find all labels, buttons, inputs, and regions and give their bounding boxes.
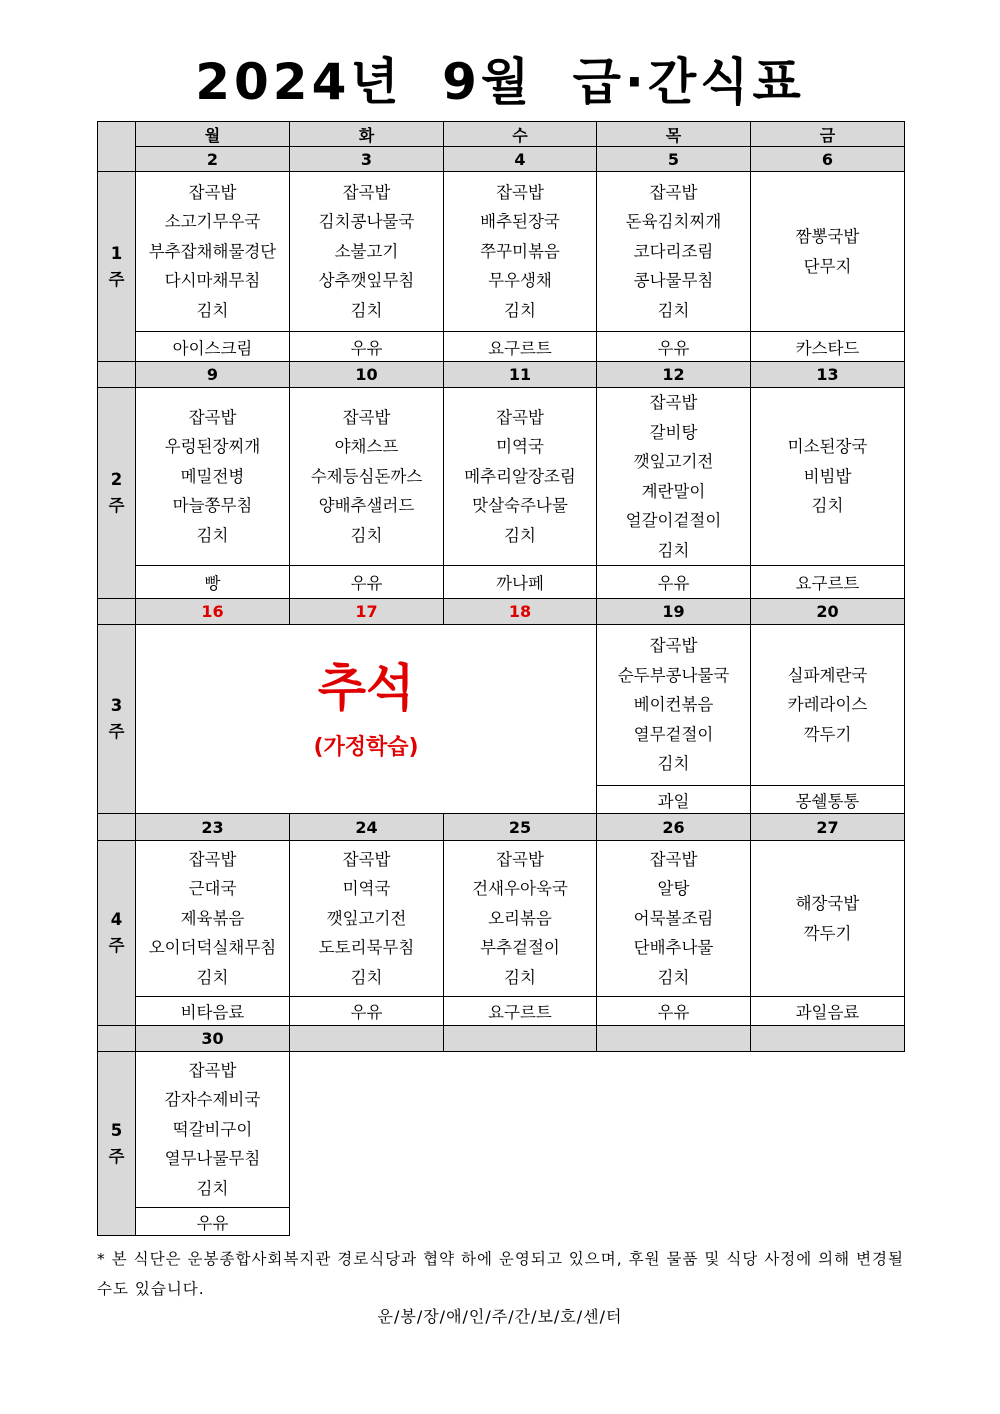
menu-item: 어묵볼조림 [633, 908, 714, 928]
menu-item: 깻잎고기전 [326, 908, 407, 928]
meal-cell [751, 625, 905, 786]
menu-item: 배추된장국 [480, 212, 560, 232]
date-cell: 24 [290, 814, 444, 841]
snack-cell: 빵 [136, 566, 290, 599]
week-label [98, 625, 136, 814]
date-cell: 11 [444, 362, 597, 388]
empty-area [290, 1052, 905, 1236]
date-cell: 5 [597, 147, 751, 172]
meal-cell [290, 841, 444, 997]
menu-item: 잡곡밥 [188, 1060, 237, 1080]
menu-item: 소불고기 [334, 241, 399, 261]
menu-item: 돈육김치찌개 [625, 212, 722, 232]
day-header: 월 [136, 122, 290, 147]
menu-item: 오이더덕실채무침 [148, 938, 277, 958]
date-cell: 6 [751, 147, 905, 172]
menu-item: 무우생채 [488, 271, 552, 291]
date-cell: 25 [444, 814, 597, 841]
menu-item: 잡곡밥 [342, 849, 391, 869]
snack-cell: 우유 [136, 1208, 290, 1236]
snack-row [98, 997, 905, 1026]
menu-item: 떡갈비구이 [172, 1119, 253, 1139]
date-cell: 3 [290, 147, 444, 172]
date-cell: 17 [290, 599, 444, 625]
menu-item: 소고기무우국 [164, 212, 261, 232]
menu-item: 상추깻잎무침 [318, 271, 415, 291]
week-label [98, 172, 136, 362]
menu-item: 김치 [350, 525, 383, 545]
menu-item: 김치콩나물국 [318, 212, 415, 232]
snack-cell: 우유 [290, 566, 444, 599]
menu-item: 잡곡밥 [649, 393, 698, 412]
menu-item: 잡곡밥 [188, 407, 237, 427]
menu-item: 제육볶음 [180, 908, 245, 928]
meal-cell [136, 1052, 290, 1208]
meal-cell [290, 388, 444, 566]
week-label [98, 841, 136, 1026]
menu-item: 김치 [196, 967, 229, 987]
menu-item: 잡곡밥 [649, 182, 698, 202]
menu-item: 잡곡밥 [342, 407, 391, 427]
date-cell: 19 [597, 599, 751, 625]
week-label-text: 3 주 [108, 696, 125, 741]
date-row [98, 362, 905, 388]
menu-item: 김치 [504, 525, 536, 545]
menu-item: 메추리알장조림 [464, 466, 576, 486]
snack-cell: 비타음료 [136, 997, 290, 1026]
date-row [98, 1026, 905, 1052]
menu-item: 김치 [657, 300, 690, 320]
menu-item: 얼갈이겉절이 [625, 511, 722, 530]
menu-item: 해장국밥 [795, 894, 860, 913]
meal-cell [290, 172, 444, 332]
date-row-spacer [98, 814, 136, 841]
snack-cell: 우유 [290, 997, 444, 1026]
snack-cell: 과일음료 [751, 997, 905, 1026]
date-cell: 23 [136, 814, 290, 841]
snack-cell: 우유 [597, 566, 751, 599]
menu-item: 실파계란국 [787, 665, 868, 685]
week-label-text: 4 주 [108, 910, 125, 955]
menu-item: 김치 [504, 300, 536, 320]
snack-cell: 까나페 [444, 566, 597, 599]
snack-cell: 요구르트 [444, 997, 597, 1026]
menu-item: 야채스프 [334, 437, 399, 457]
week-label-text: 1 주 [108, 243, 125, 289]
snack-cell: 몽쉘통통 [751, 786, 905, 814]
menu-item: 잡곡밥 [496, 849, 544, 869]
menu-item: 미소된장국 [787, 437, 868, 457]
date-cell: 13 [751, 362, 905, 388]
menu-item: 갈비탕 [649, 422, 698, 442]
meal-cell [597, 841, 751, 997]
menu-item: 김치 [657, 754, 690, 774]
date-cell: 9 [136, 362, 290, 388]
snack-cell: 요구르트 [444, 332, 597, 362]
menu-item: 단배추나물 [633, 938, 714, 958]
date-row-spacer [98, 362, 136, 388]
menu-item: 깍두기 [803, 923, 852, 943]
week-label [98, 388, 136, 599]
meal-cell [136, 841, 290, 997]
meal-row [98, 172, 905, 332]
menu-item: 쭈꾸미볶음 [480, 241, 560, 261]
menu-item: 도토리묵무침 [318, 938, 415, 958]
date-row-spacer [98, 1026, 136, 1052]
date-row [98, 814, 905, 841]
meal-row [98, 841, 905, 997]
meal-cell [597, 172, 751, 332]
meal-row [98, 1052, 905, 1208]
date-row-spacer [98, 599, 136, 625]
meal-cell [136, 172, 290, 332]
menu-item: 잡곡밥 [188, 182, 237, 202]
menu-item: 건새우아욱국 [472, 879, 568, 899]
meal-cell [444, 388, 597, 566]
meal-cell [444, 841, 597, 997]
menu-item: 오리볶음 [488, 908, 552, 928]
menu-item: 깻잎고기전 [633, 452, 714, 471]
menu-item: 코다리조림 [633, 241, 714, 261]
week-label-text: 5 주 [108, 1120, 125, 1166]
meal-cell [751, 172, 905, 332]
menu-item: 콩나물무침 [633, 271, 714, 291]
menu-item: 계란말이 [641, 481, 706, 501]
day-header: 수 [444, 122, 597, 147]
menu-item: 근대국 [188, 879, 237, 899]
menu-item: 열무나물무침 [164, 1149, 261, 1169]
week-label [98, 1052, 136, 1236]
menu-item: 김치 [657, 967, 690, 987]
menu-item: 김치 [196, 300, 229, 320]
menu-item: 메밀전병 [180, 466, 245, 486]
snack-cell: 우유 [597, 332, 751, 362]
menu-item: 잡곡밥 [496, 182, 544, 202]
menu-item: 맛살숙주나물 [472, 496, 568, 516]
day-header: 화 [290, 122, 444, 147]
snack-row [98, 566, 905, 599]
date-row [98, 147, 905, 172]
date-cell: 26 [597, 814, 751, 841]
date-cell [597, 1026, 751, 1052]
meal-cell [444, 172, 597, 332]
menu-item: 김치 [504, 967, 536, 987]
menu-item: 양배추샐러드 [318, 496, 415, 516]
date-cell [751, 1026, 905, 1052]
menu-item: 미역국 [496, 437, 544, 457]
date-cell [444, 1026, 597, 1052]
menu-item: 순두부콩나물국 [617, 665, 730, 685]
holiday-title: 추석 [317, 658, 415, 717]
menu-item: 김치 [196, 525, 229, 545]
snack-cell: 과일 [597, 786, 751, 814]
meal-cell [597, 388, 751, 566]
menu-item: 부추겉절이 [480, 938, 560, 958]
meal-row [98, 388, 905, 566]
date-cell: 2 [136, 147, 290, 172]
corner-cell [98, 122, 136, 172]
menu-item: 김치 [811, 496, 844, 516]
date-cell: 30 [136, 1026, 290, 1052]
date-cell [290, 1026, 444, 1052]
meal-cell [751, 841, 905, 997]
menu-item: 잡곡밥 [649, 849, 698, 869]
menu-item: 우렁된장찌개 [164, 437, 261, 457]
meal-cell [597, 625, 751, 786]
menu-item: 짬뽕국밥 [795, 227, 860, 246]
menu-item: 단무지 [803, 256, 852, 276]
menu-item: 깍두기 [803, 724, 852, 744]
meal-cell [136, 388, 290, 566]
menu-item: 알탕 [657, 879, 690, 899]
menu-item: 잡곡밥 [496, 407, 544, 427]
day-header: 목 [597, 122, 751, 147]
holiday-note: (가정학습) [313, 734, 419, 760]
menu-item: 수제등심돈까스 [310, 466, 423, 486]
menu-item: 부추잡채해물경단 [148, 241, 277, 261]
snack-cell: 요구르트 [751, 566, 905, 599]
menu-item: 다시마채무침 [164, 271, 261, 291]
snack-row [98, 332, 905, 362]
day-header-row [98, 122, 905, 147]
menu-item: 잡곡밥 [188, 849, 237, 869]
holiday-cell [136, 625, 597, 814]
page-title: 2024년 9월 급·간식표 [195, 53, 805, 111]
date-cell: 27 [751, 814, 905, 841]
date-cell: 12 [597, 362, 751, 388]
menu-item: 잡곡밥 [649, 636, 698, 656]
menu-item: 김치 [657, 540, 690, 560]
day-header: 금 [751, 122, 905, 147]
snack-cell: 카스타드 [751, 332, 905, 362]
meal-cell [751, 388, 905, 566]
snack-cell: 우유 [290, 332, 444, 362]
menu-item: 베이컨볶음 [633, 695, 714, 715]
snack-cell: 우유 [597, 997, 751, 1026]
date-cell: 18 [444, 599, 597, 625]
menu-item: 김치 [350, 300, 383, 320]
date-cell: 4 [444, 147, 597, 172]
menu-item: 카레라이스 [787, 695, 868, 715]
snack-cell: 아이스크림 [136, 332, 290, 362]
menu-item: 미역국 [342, 879, 391, 899]
date-cell: 20 [751, 599, 905, 625]
meal-row [98, 625, 905, 786]
date-row [98, 599, 905, 625]
menu-item: 마늘쫑무침 [172, 496, 253, 516]
footnote: * 본 식단은 운봉종합사회복지관 경로식당과 협약 하에 운영되고 있으며, 후원 물품 및 식당 사정에 의해 변경될 수도 있습니다. [97, 1250, 904, 1298]
meal-table [97, 121, 905, 1236]
menu-item: 김치 [350, 967, 383, 987]
menu-item: 잡곡밥 [342, 182, 391, 202]
date-cell: 16 [136, 599, 290, 625]
menu-item: 열무겉절이 [633, 724, 714, 744]
menu-item: 감자수제비국 [164, 1090, 261, 1110]
menu-item: 김치 [196, 1178, 229, 1198]
menu-item: 비빔밥 [803, 466, 852, 486]
week-label-text: 2 주 [108, 470, 125, 515]
date-cell: 10 [290, 362, 444, 388]
organization-name: 운/봉/장/애/인/주/간/보/호/센/터 [377, 1307, 623, 1326]
